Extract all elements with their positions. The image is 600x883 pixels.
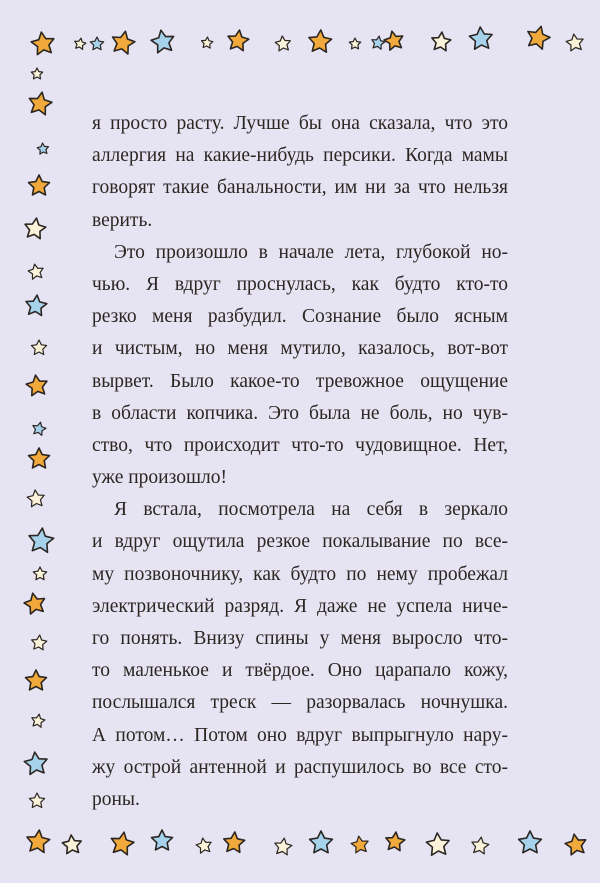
text-line: резко меня разбудил. Сознание было ясным (92, 306, 508, 328)
star-icon (196, 838, 211, 853)
star-icon (351, 836, 368, 853)
star-icon (31, 340, 46, 355)
star-icon (310, 831, 333, 853)
star-icon (29, 92, 52, 115)
star-icon (75, 38, 86, 49)
star-icon (202, 37, 213, 48)
star-icon (26, 375, 47, 396)
star-icon (27, 830, 50, 852)
star-icon (432, 32, 451, 51)
star-icon (386, 832, 405, 851)
star-icon (31, 68, 42, 79)
text-line: аллергия на какие-нибудь персики. Когда мамы (92, 145, 508, 167)
text-line: верить. (92, 209, 153, 231)
paragraph-2 (92, 237, 508, 495)
text-line: роны. (92, 788, 140, 810)
star-icon (528, 26, 550, 49)
star-icon (384, 31, 403, 50)
text-line: А потом… Потом оно вдруг выпрыгнуло нару- (92, 724, 508, 746)
star-icon (519, 831, 542, 853)
star-icon (24, 593, 44, 614)
text-line: вырвет. Было какое-то тревожное ощущение (92, 370, 508, 392)
star-icon (309, 30, 332, 52)
star-icon (349, 38, 360, 49)
star-icon (62, 835, 81, 854)
star-icon (28, 264, 43, 279)
star-icon (113, 31, 135, 54)
star-icon (29, 448, 50, 468)
star-icon (24, 752, 47, 774)
text-line: Я встала, посмотрела на себя в зеркало (114, 499, 508, 521)
star-icon (152, 830, 173, 850)
star-icon (228, 30, 249, 51)
text-line: чью. Я вдруг проснулась, как будто кто-то (92, 273, 508, 295)
star-icon (29, 528, 54, 552)
text-line: электрический разряд. Я даже не успела ниче- (92, 595, 508, 617)
star-icon (565, 834, 586, 855)
text-line: говорят такие банальности, им ни за что нельзя (92, 177, 508, 199)
star-icon (26, 295, 47, 315)
star-icon (29, 793, 44, 808)
star-icon (472, 837, 489, 854)
star-icon (29, 175, 50, 195)
star-icon (90, 37, 103, 50)
star-icon (31, 32, 54, 55)
text-line: в области копчика. Это была не боль, но чув- (92, 402, 508, 424)
star-icon (224, 832, 245, 852)
star-icon (426, 833, 449, 855)
text-line: и вдруг ощутила резкое покалывание по все- (92, 531, 508, 553)
text-line: я просто расту. Лучше бы она сказала, что это (92, 113, 508, 134)
star-icon (469, 27, 492, 49)
star-icon (372, 36, 385, 49)
text-line: ство, что происходит что-то чудовищное. Нет, (92, 434, 508, 456)
star-icon (33, 422, 46, 435)
paragraph-3 (92, 494, 508, 816)
star-icon (32, 635, 47, 650)
star-icon (33, 567, 46, 580)
star-icon (275, 838, 292, 855)
star-icon (275, 36, 290, 51)
text-line: жу острой антенной и распушилось во все сто- (92, 756, 508, 778)
star-icon (111, 832, 133, 855)
text-line: и чистым, но меня мутило, казалось, вот-вот (92, 338, 508, 360)
text-line: то маленькое и твёрдое. Оно царапало кожу, (92, 660, 508, 682)
text-line: послышался треск — разорвалась ночнушка. (92, 692, 508, 714)
star-icon (25, 218, 46, 239)
star-icon (27, 490, 44, 507)
text-line: Это произошло в начале лета, глубокой но- (114, 241, 508, 263)
text-line: уже произошло! (92, 467, 227, 489)
star-icon (32, 714, 45, 727)
star-icon (151, 30, 174, 53)
star-icon (566, 34, 583, 51)
star-icon (37, 143, 48, 154)
text-line: го понять. Внизу спины у меня выросло что- (92, 628, 508, 649)
text-line: му позвоночнику, как будто по нему пробежал (92, 563, 508, 585)
paragraph-1 (92, 108, 508, 237)
star-icon (26, 670, 47, 690)
page-text (92, 108, 508, 816)
